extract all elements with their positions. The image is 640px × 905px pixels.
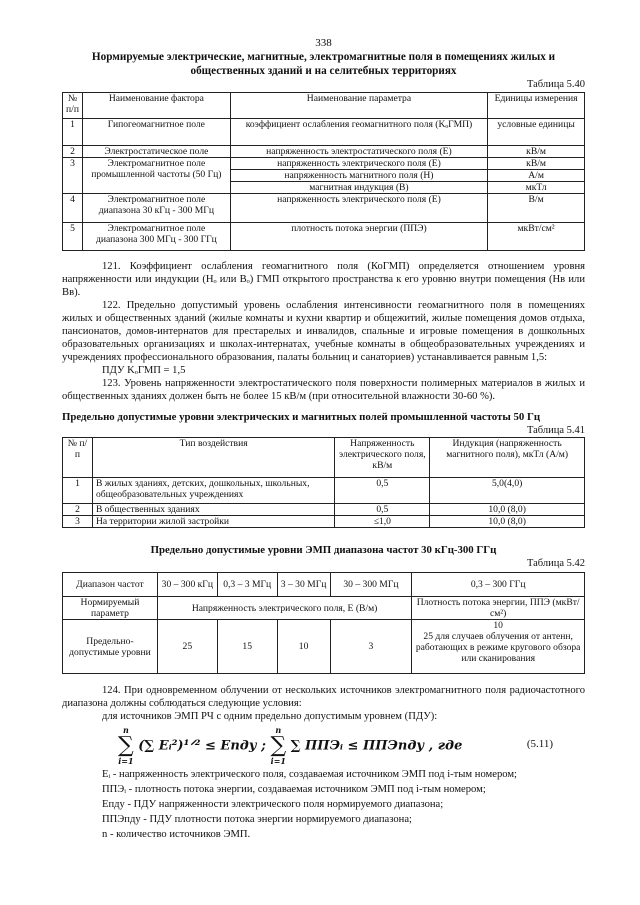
cell: Напряженность электрического поля, Е (В/м) — [157, 597, 411, 620]
cell: 10 — [277, 620, 330, 674]
cell: 1 — [63, 478, 93, 504]
cell: 0,3 – 300 ГГц — [412, 573, 585, 597]
table-540 — [62, 92, 585, 251]
table-row — [63, 194, 585, 223]
table-row — [63, 573, 585, 597]
cell: магнитная индукция (В) — [230, 182, 487, 194]
table-541-caption: Таблица 5.41 — [526, 425, 585, 436]
cell: 5 — [63, 223, 83, 251]
paragraph-124-condition: для источников ЭМП РЧ с одним предельно допустимым уровнем (ПДУ): — [102, 711, 438, 722]
table-row — [63, 146, 585, 158]
sum-symbol: n ∑ i=1 — [270, 725, 287, 766]
sum-lower: i=1 — [118, 756, 134, 766]
header-cell: Напряженность электрического поля, кВ/м — [335, 438, 430, 478]
cell: 10,0 (8,0) — [430, 516, 585, 528]
paragraph-124: 124. При одновременном облучении от нескольких источников электромагнитного поля радиочастотного диапазона должны соблюдаться следующие условия: — [62, 685, 585, 709]
cell: 30 – 300 кГц — [157, 573, 217, 597]
table-row — [63, 504, 585, 516]
definition-item: n - количество источников ЭМП. — [102, 829, 251, 840]
title-1-line: общественных зданий и на селитебных территориях — [190, 65, 457, 77]
cell: 3 — [63, 516, 93, 528]
page-number: 338 — [315, 37, 332, 49]
table-row — [63, 620, 585, 674]
table-542-caption: Таблица 5.42 — [526, 558, 585, 569]
definition-item: Eᵢ - напряженность электрического поля, создаваемая источником ЭМП под i-тым номером; — [102, 769, 517, 780]
cell: Электромагнитное поле диапазона 30 кГц - 300 МГц — [82, 194, 230, 223]
cell: Электромагнитное поле диапазона 300 МГц - 300 ГГц — [82, 223, 230, 251]
formula-part-2: ∑ ППЭᵢ ≤ ППЭпду , где — [290, 738, 463, 754]
sum-lower: i=1 — [270, 756, 286, 766]
table-542 — [62, 572, 585, 674]
cell: 4 — [63, 194, 83, 223]
cell: 5,0(4,0) — [430, 478, 585, 504]
cell: В общественных зданиях — [92, 504, 334, 516]
cell: А/м — [488, 170, 585, 182]
table-row — [63, 223, 585, 251]
paragraph-122: 122. Предельно допустимый уровень ослабления интенсивности геомагнитного поля в помещениях жилых и общественных зданий (жилые комнаты и кухни квартир и общежитий, жилые помещения домов отдыха, пансионатов, домов-интернатов для престарелых и инвалидов, спальные и игровые помещения в дошкольных образовательных организациях и школах-интернатах, учебные комнаты в общеобразовательных учреждениях и учреждениях профессионального образования, палаты больниц и санаториев) устанавливается равным 1,5: — [62, 300, 585, 363]
cell: Нормируемый параметр — [63, 597, 158, 620]
cell: 0,3 – 3 МГц — [217, 573, 277, 597]
cell: 3 – 30 МГц — [277, 573, 330, 597]
cell: Электростатическое поле — [82, 146, 230, 158]
formula-number: (5.11) — [526, 738, 553, 750]
header-cell: Индукция (напряженность магнитного поля), мкТл (А/м) — [430, 438, 585, 478]
cell: 3 — [330, 620, 412, 674]
header-cell: Единицы измерения — [488, 93, 585, 119]
definitions — [102, 767, 585, 842]
page-content — [62, 37, 585, 842]
cell: кВ/м — [488, 158, 585, 170]
cell: На территории жилой застройки — [92, 516, 334, 528]
cell: коэффициент ослабления геомагнитного поля (KₒГМП) — [230, 119, 487, 146]
table-row — [63, 158, 585, 170]
cell: условные единицы — [488, 119, 585, 146]
cell: мкВт/см² — [488, 223, 585, 251]
cell: 25 для случаев облучения от антенн, работающих в режиме кругового обзора или сканирования — [415, 631, 581, 664]
table-row — [63, 478, 585, 504]
definition-item: Eпду - ПДУ напряженности электрического поля нормируемого диапазона; — [102, 799, 444, 810]
cell: 0,5 — [335, 478, 430, 504]
header-cell: № п/п — [63, 438, 93, 478]
cell: Гипогеомагнитное поле — [82, 119, 230, 146]
sum-symbol: n ∑ i=1 — [118, 725, 134, 766]
cell: кВ/м — [488, 146, 585, 158]
sum-upper: n — [122, 725, 129, 735]
cell: напряженность магнитного поля (Н) — [230, 170, 487, 182]
table-row — [63, 516, 585, 528]
cell: напряженность электростатического поля (Е) — [230, 146, 487, 158]
table-row — [63, 119, 585, 146]
table-541 — [62, 437, 585, 528]
cell: Плотность потока энергии, ППЭ (мкВт/см²) — [412, 597, 585, 620]
cell: 25 — [157, 620, 217, 674]
definition-item: ППЭпду - ПДУ плотности потока энергии нормируемого диапазона; — [102, 814, 412, 825]
cell: ≤1,0 — [335, 516, 430, 528]
cell: В жилых зданиях, детских, дошкольных, школьных, общеобразовательных учреждениях — [92, 478, 334, 504]
header-cell: Наименование параметра — [230, 93, 487, 119]
title-3: Предельно допустимые уровни ЭМП диапазона частот 30 кГц-300 ГГц — [150, 544, 497, 556]
cell: 2 — [63, 146, 83, 158]
cell: Диапазон частот — [63, 573, 158, 597]
pdu-line: ПДУ KₒГМП = 1,5 — [102, 365, 186, 376]
cell: 15 — [217, 620, 277, 674]
table-row — [63, 597, 585, 620]
cell: 0,5 — [335, 504, 430, 516]
definition-item: ППЭᵢ - плотность потока энергии, создаваемая источником ЭМП под i-тым номером; — [102, 784, 486, 795]
cell: 2 — [63, 504, 93, 516]
cell: 30 – 300 МГц — [330, 573, 412, 597]
title-1-line: Нормируемые электрические, магнитные, электромагнитные поля в помещениях жилых и — [91, 51, 556, 63]
table-540-caption: Таблица 5.40 — [526, 79, 585, 90]
header-cell: № п/п — [63, 93, 83, 119]
header-cell: Тип воздействия — [92, 438, 334, 478]
cell: 10 — [493, 620, 503, 631]
cell: напряженность электрического поля (Е) — [230, 194, 487, 223]
cell: 1 — [63, 119, 83, 146]
paragraph-121: 121. Коэффициент ослабления геомагнитного поля (КоГМП) определяется отношением уровня напряженности или индукции (Hₒ или Bₒ) ГМП открытого пространства к его уровню внутри помещения (Hв или Bв). — [62, 261, 585, 298]
cell: 10,0 (8,0) — [430, 504, 585, 516]
sum-upper: n — [275, 725, 282, 735]
title-1 — [62, 50, 585, 78]
cell: мкТл — [488, 182, 585, 194]
cell: В/м — [488, 194, 585, 223]
cell: Электромагнитное поле промышленной частоты (50 Гц) — [82, 158, 230, 194]
cell: плотность потока энергии (ППЭ) — [230, 223, 487, 251]
formula-5-11 — [118, 726, 585, 764]
formula-part-1: (∑ Eᵢ²)¹ᐟ² ≤ Eпду ; — [138, 738, 266, 754]
cell: напряженность электрического поля (Е) — [230, 158, 487, 170]
header-cell: Наименование фактора — [82, 93, 230, 119]
cell: 3 — [63, 158, 83, 194]
title-2: Предельно допустимые уровни электрических и магнитных полей промышленной частоты 50 Гц — [62, 411, 541, 423]
paragraph-123: 123. Уровень напряженности электростатического поля поверхности полимерных материалов в жилых и общественных зданиях должен быть не более 15 кВ/м (при относительной влажности 30-60 %). — [62, 378, 585, 402]
cell: Предельно-допустимые уровни — [63, 620, 158, 674]
